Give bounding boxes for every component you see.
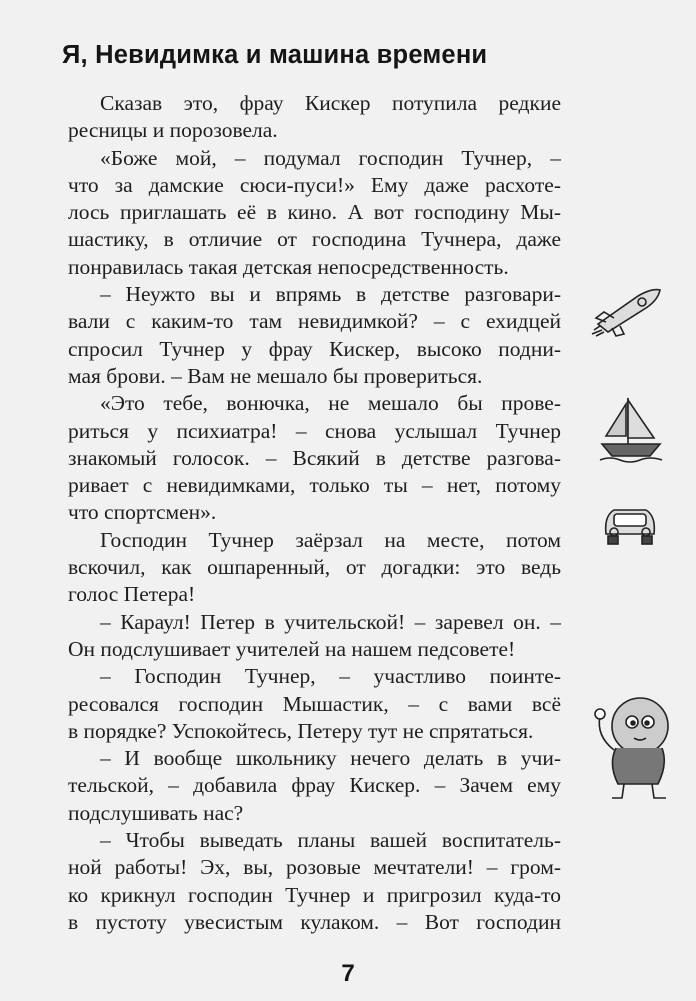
text-line: подслушивать нас? bbox=[68, 800, 244, 825]
rocket-icon bbox=[590, 282, 665, 337]
page-number: 7 bbox=[341, 960, 355, 987]
text-line: ресовался господин Мышастик, – с вами всё bbox=[68, 691, 561, 716]
text-line: в порядке? Успокойтесь, Петеру тут не спрятаться. bbox=[68, 718, 534, 743]
sailboat-icon bbox=[598, 392, 666, 464]
text-line: – Неужто вы и впрямь в детстве разговари- bbox=[100, 282, 561, 307]
chapter-title: Я, Невидимка и машина времени bbox=[62, 41, 488, 69]
car-icon bbox=[600, 502, 660, 550]
text-line: риться у психиатра! – снова услышал Тучнер bbox=[68, 418, 561, 443]
body-text bbox=[68, 90, 561, 936]
text-line: Сказав это, фрау Кискер потупила редкие bbox=[100, 91, 561, 115]
text-line: вали с каким-то там невидимкой? – с ехидцей bbox=[68, 309, 561, 334]
text-line: лось приглашать её в кино. А вот господину Мы- bbox=[68, 200, 561, 225]
text-line: – Караул! Петер в учительской! – заревел он. – bbox=[100, 609, 561, 634]
cartoon-character-icon bbox=[588, 688, 683, 803]
text-line: ко крикнул господин Тучнер и пригрозил куда-то bbox=[68, 882, 561, 907]
text-line: ной работы! Эх, вы, розовые мечтатели! – гром- bbox=[68, 855, 561, 880]
text-line: Господин Тучнер заёрзал на месте, потом bbox=[100, 527, 561, 552]
text-line: что спортсмен». bbox=[68, 500, 217, 525]
text-line: понравилась такая детская непосредственность. bbox=[68, 254, 509, 279]
text-line: «Это тебе, вонючка, не мешало бы прове- bbox=[100, 391, 561, 416]
text-line: что за дамские сюси-пуси!» Ему даже расхоте- bbox=[68, 172, 561, 197]
text-line: – Господин Тучнер, – участливо поинте- bbox=[100, 664, 561, 689]
text-line: мая брови. – Вам не мешало бы провериться. bbox=[68, 363, 483, 388]
text-line: голос Петера! bbox=[68, 582, 196, 607]
text-line: шастику, в отличие от господина Тучнера, даже bbox=[68, 227, 561, 252]
text-line: знакомый голосок. – Всякий в детстве разгова- bbox=[68, 445, 561, 470]
text-line: вскочил, как ошпаренный, от догадки: это ведь bbox=[68, 555, 561, 580]
text-line: «Боже мой, – подумал господин Тучнер, – bbox=[100, 145, 561, 170]
text-line: ривает с невидимками, только ты – нет, потому bbox=[68, 473, 561, 498]
text-line: – И вообще школьнику нечего делать в учи- bbox=[100, 746, 561, 771]
text-line: ресницы и порозовела. bbox=[68, 118, 278, 143]
text-line: в пустоту увесистым кулаком. – Вот господин bbox=[68, 909, 561, 934]
text-line: спросил Тучнер у фрау Кискер, высоко подни- bbox=[68, 336, 561, 361]
text-line: тельской, – добавила фрау Кискер. – Зачем ему bbox=[68, 773, 561, 798]
text-line: – Чтобы выведать планы вашей воспитатель- bbox=[100, 828, 561, 853]
text-line: Он подслушивает учителей на нашем педсовете! bbox=[68, 636, 516, 661]
